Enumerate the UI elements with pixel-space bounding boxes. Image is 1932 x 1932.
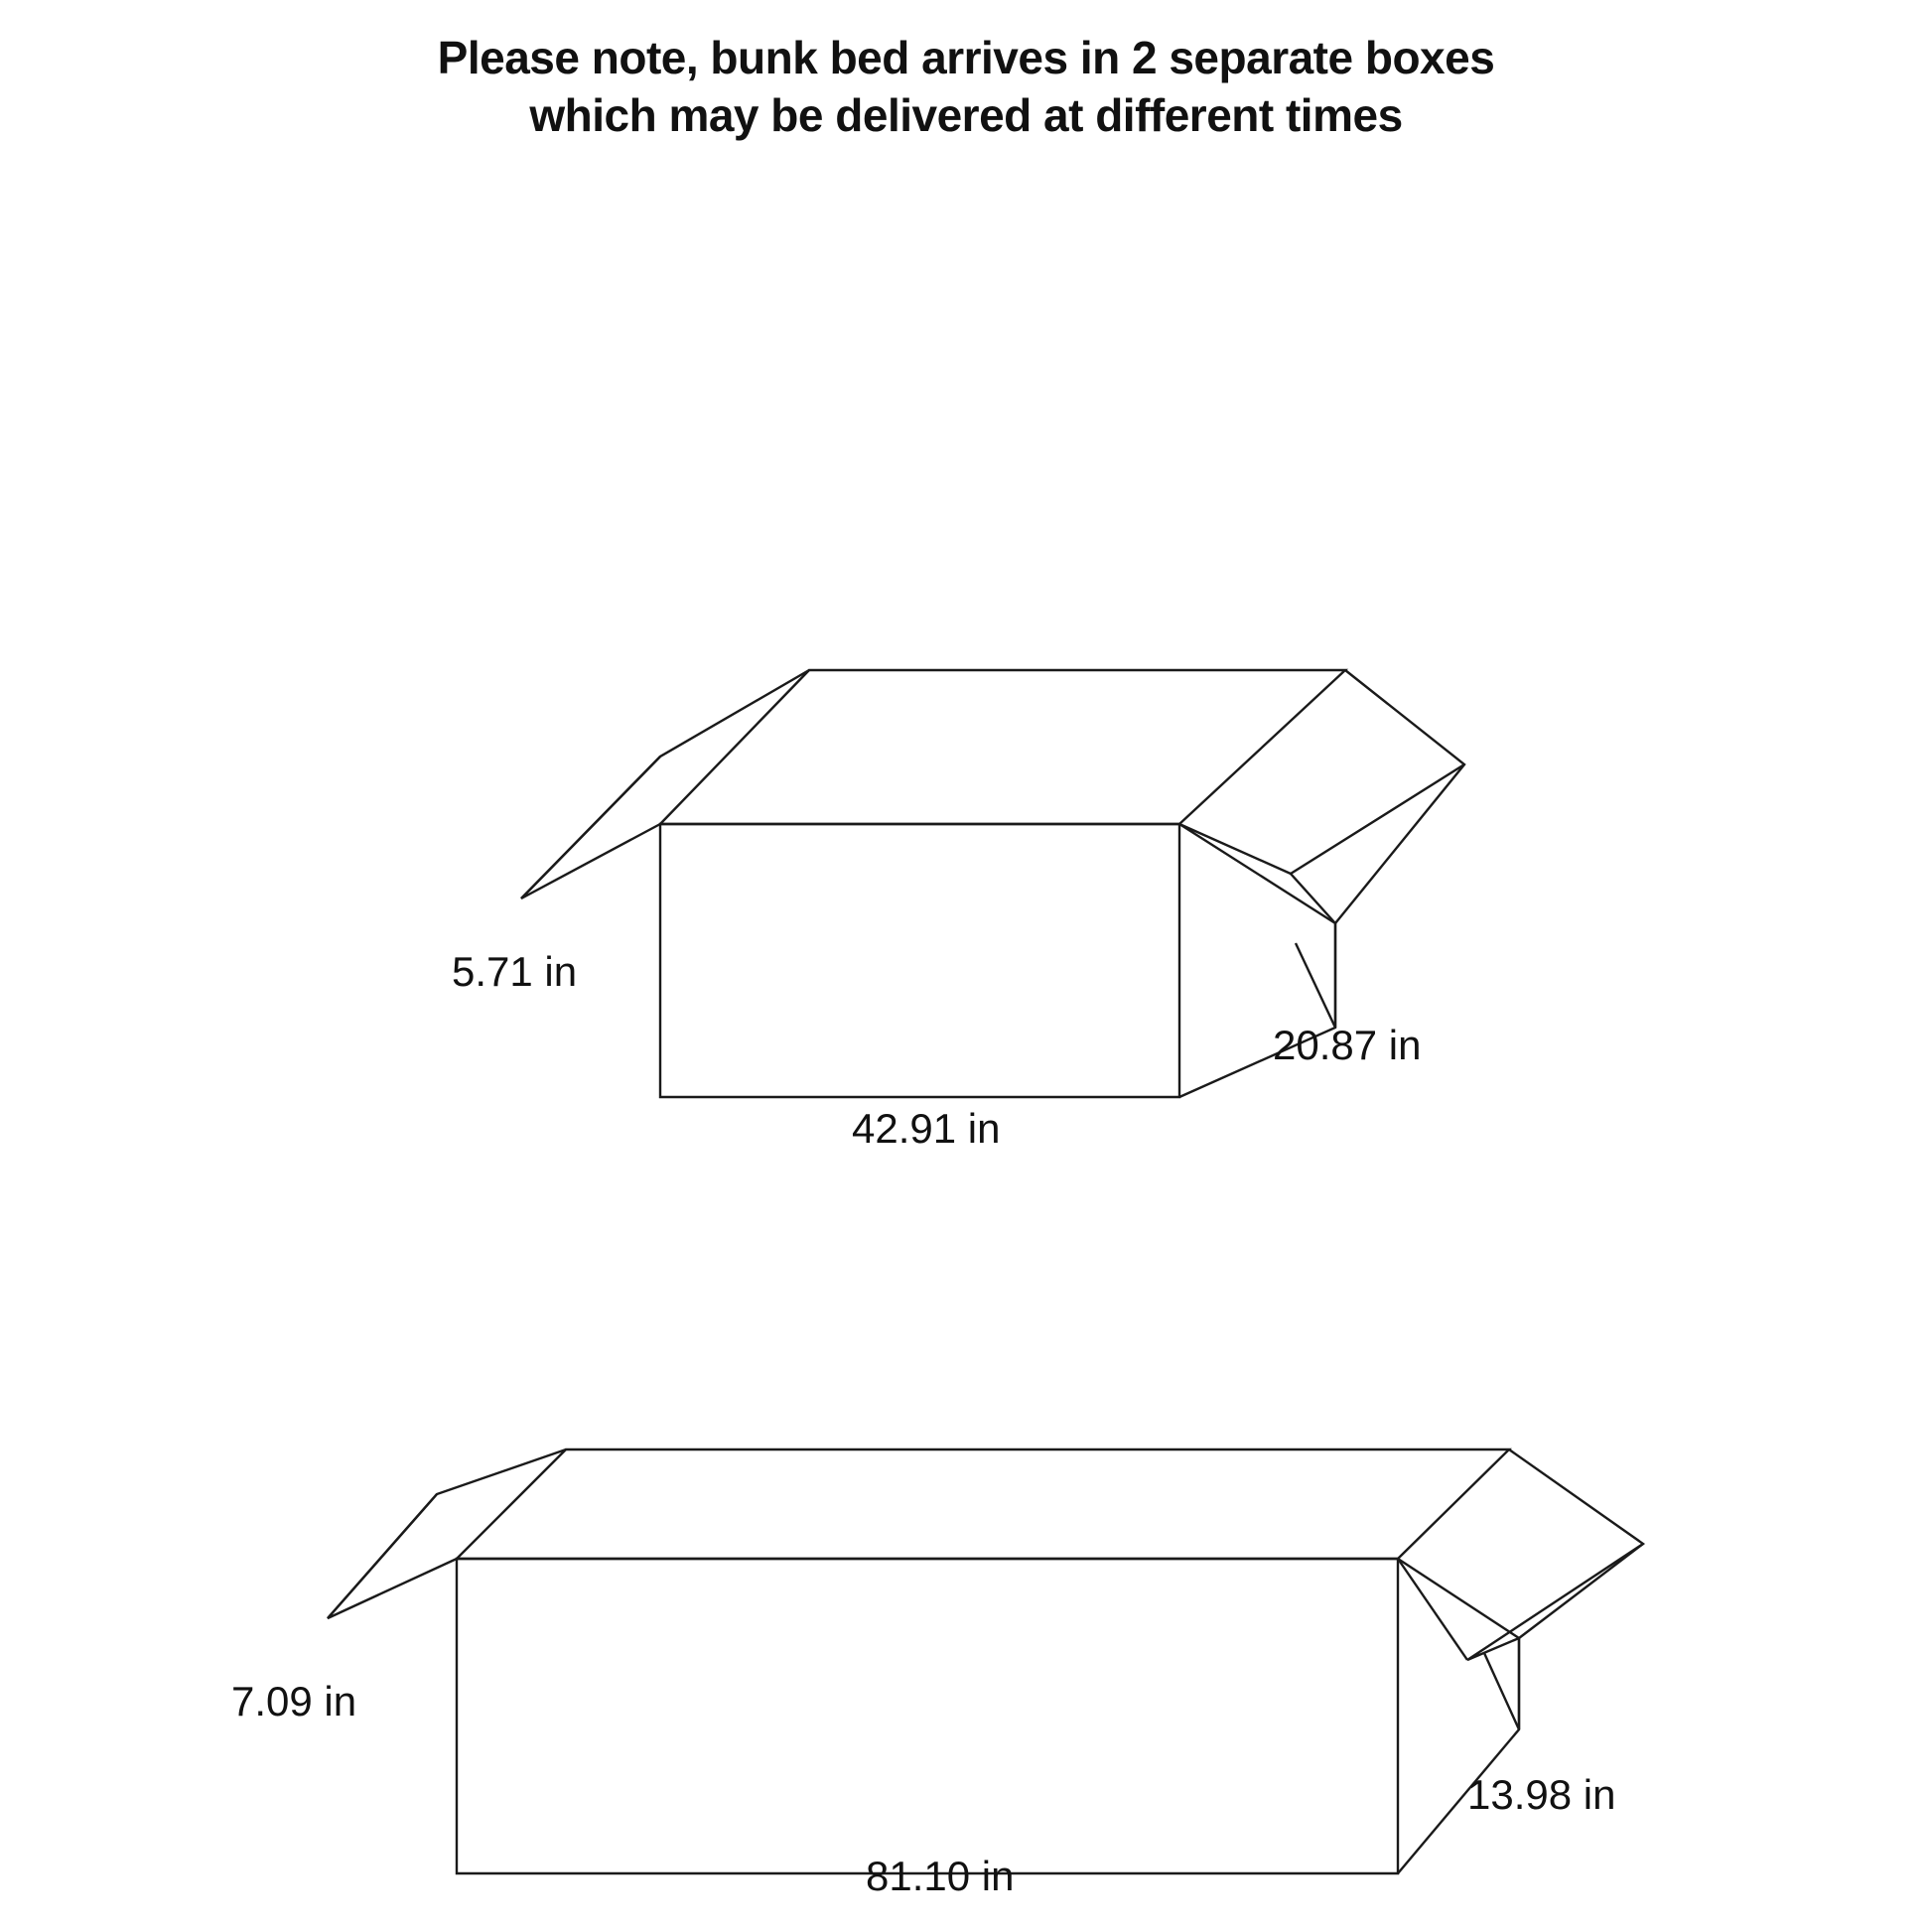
shipping-note-line-2: which may be delivered at different times (529, 88, 1403, 141)
box-1-depth-label: 20.87 in (1273, 1022, 1422, 1068)
box-1-front-face (660, 824, 1179, 1097)
box-2-drawing (328, 1449, 1643, 1873)
box-2-front-face (457, 1559, 1398, 1873)
box-2-width-label: 81.10 in (866, 1853, 1015, 1899)
box-1-width-label: 42.91 in (852, 1105, 1001, 1152)
box-1-height-label: 5.71 in (452, 948, 578, 995)
box-2-height-label: 7.09 in (231, 1678, 357, 1725)
shipping-note-line-1: Please note, bunk bed arrives in 2 separate boxes (437, 32, 1495, 83)
box-2-depth-label: 13.98 in (1467, 1771, 1616, 1818)
